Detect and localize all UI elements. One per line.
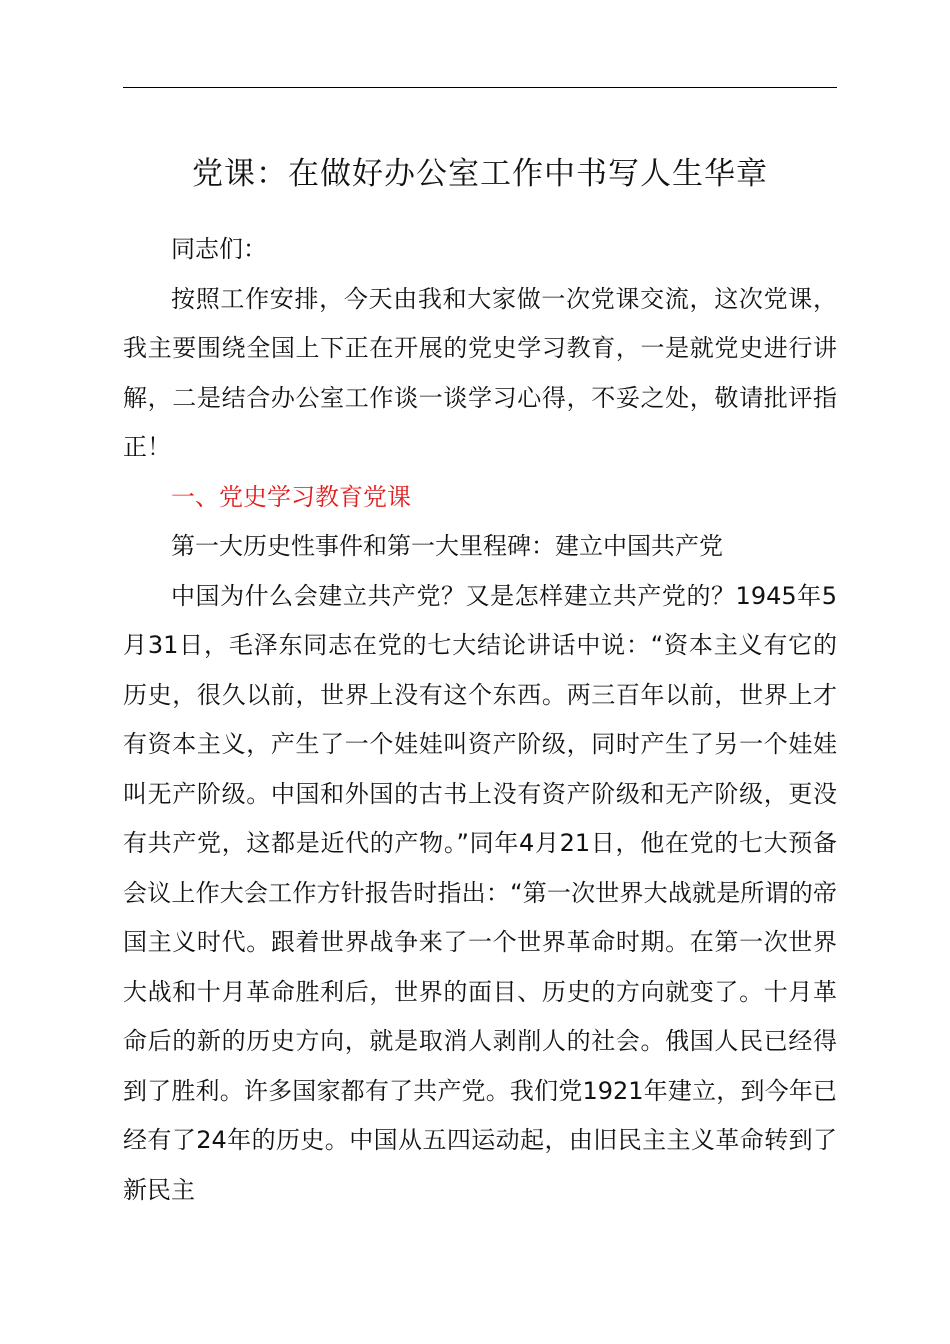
- intro-paragraph: 按照工作安排，今天由我和大家做一次党课交流，这次党课，我主要围绕全国上下正在开展的党史学习教育，一是就党史进行讲解，二是结合办公室工作谈一谈学习心得，不妥之处，敬请批评指正！: [123, 284, 837, 461]
- event-title: 第一大历史性事件和第一大里程碑：建立中国共产党: [171, 532, 723, 560]
- section-heading: 一、党史学习教育党课: [171, 482, 411, 511]
- salutation: 同志们：: [171, 235, 267, 263]
- document-body: [123, 225, 837, 1215]
- document-title: 党课：在做好办公室工作中书写人生华章: [192, 156, 768, 192]
- header-rule: [123, 87, 837, 88]
- event-body-paragraph: 中国为什么会建立共产党？又是怎样建立共产党的？1945年5月31日，毛泽东同志在党的七大结论讲话中说：“资本主义有它的历史，很久以前，世界上没有这个东西。两三百年以前，世界上才有资本主义，产生了一个娃娃叫资产阶级，同时产生了另一个娃娃叫无产阶级。中国和外国的古书上没有资产阶级和无产阶级，更没有共产党，这都是近代的产物。”同年4月21日，他在党的七大预备会议上作大会工作方针报告时指出：“第一次世界大战就是所谓的帝国主义时代。跟着世界战争来了一个世界革命时期。在第一次世界大战和十月革命胜利后，世界的面目、历史的方向就变了。十月革命后的新的历史方向，就是取消人剥削人的社会。俄国人民已经得到了胜利。许多国家都有了共产党。我们党1921年建立，到今年已经有了24年的历史。中国从五四运动起，由旧民主主义革命转到了新民主: [123, 581, 837, 1204]
